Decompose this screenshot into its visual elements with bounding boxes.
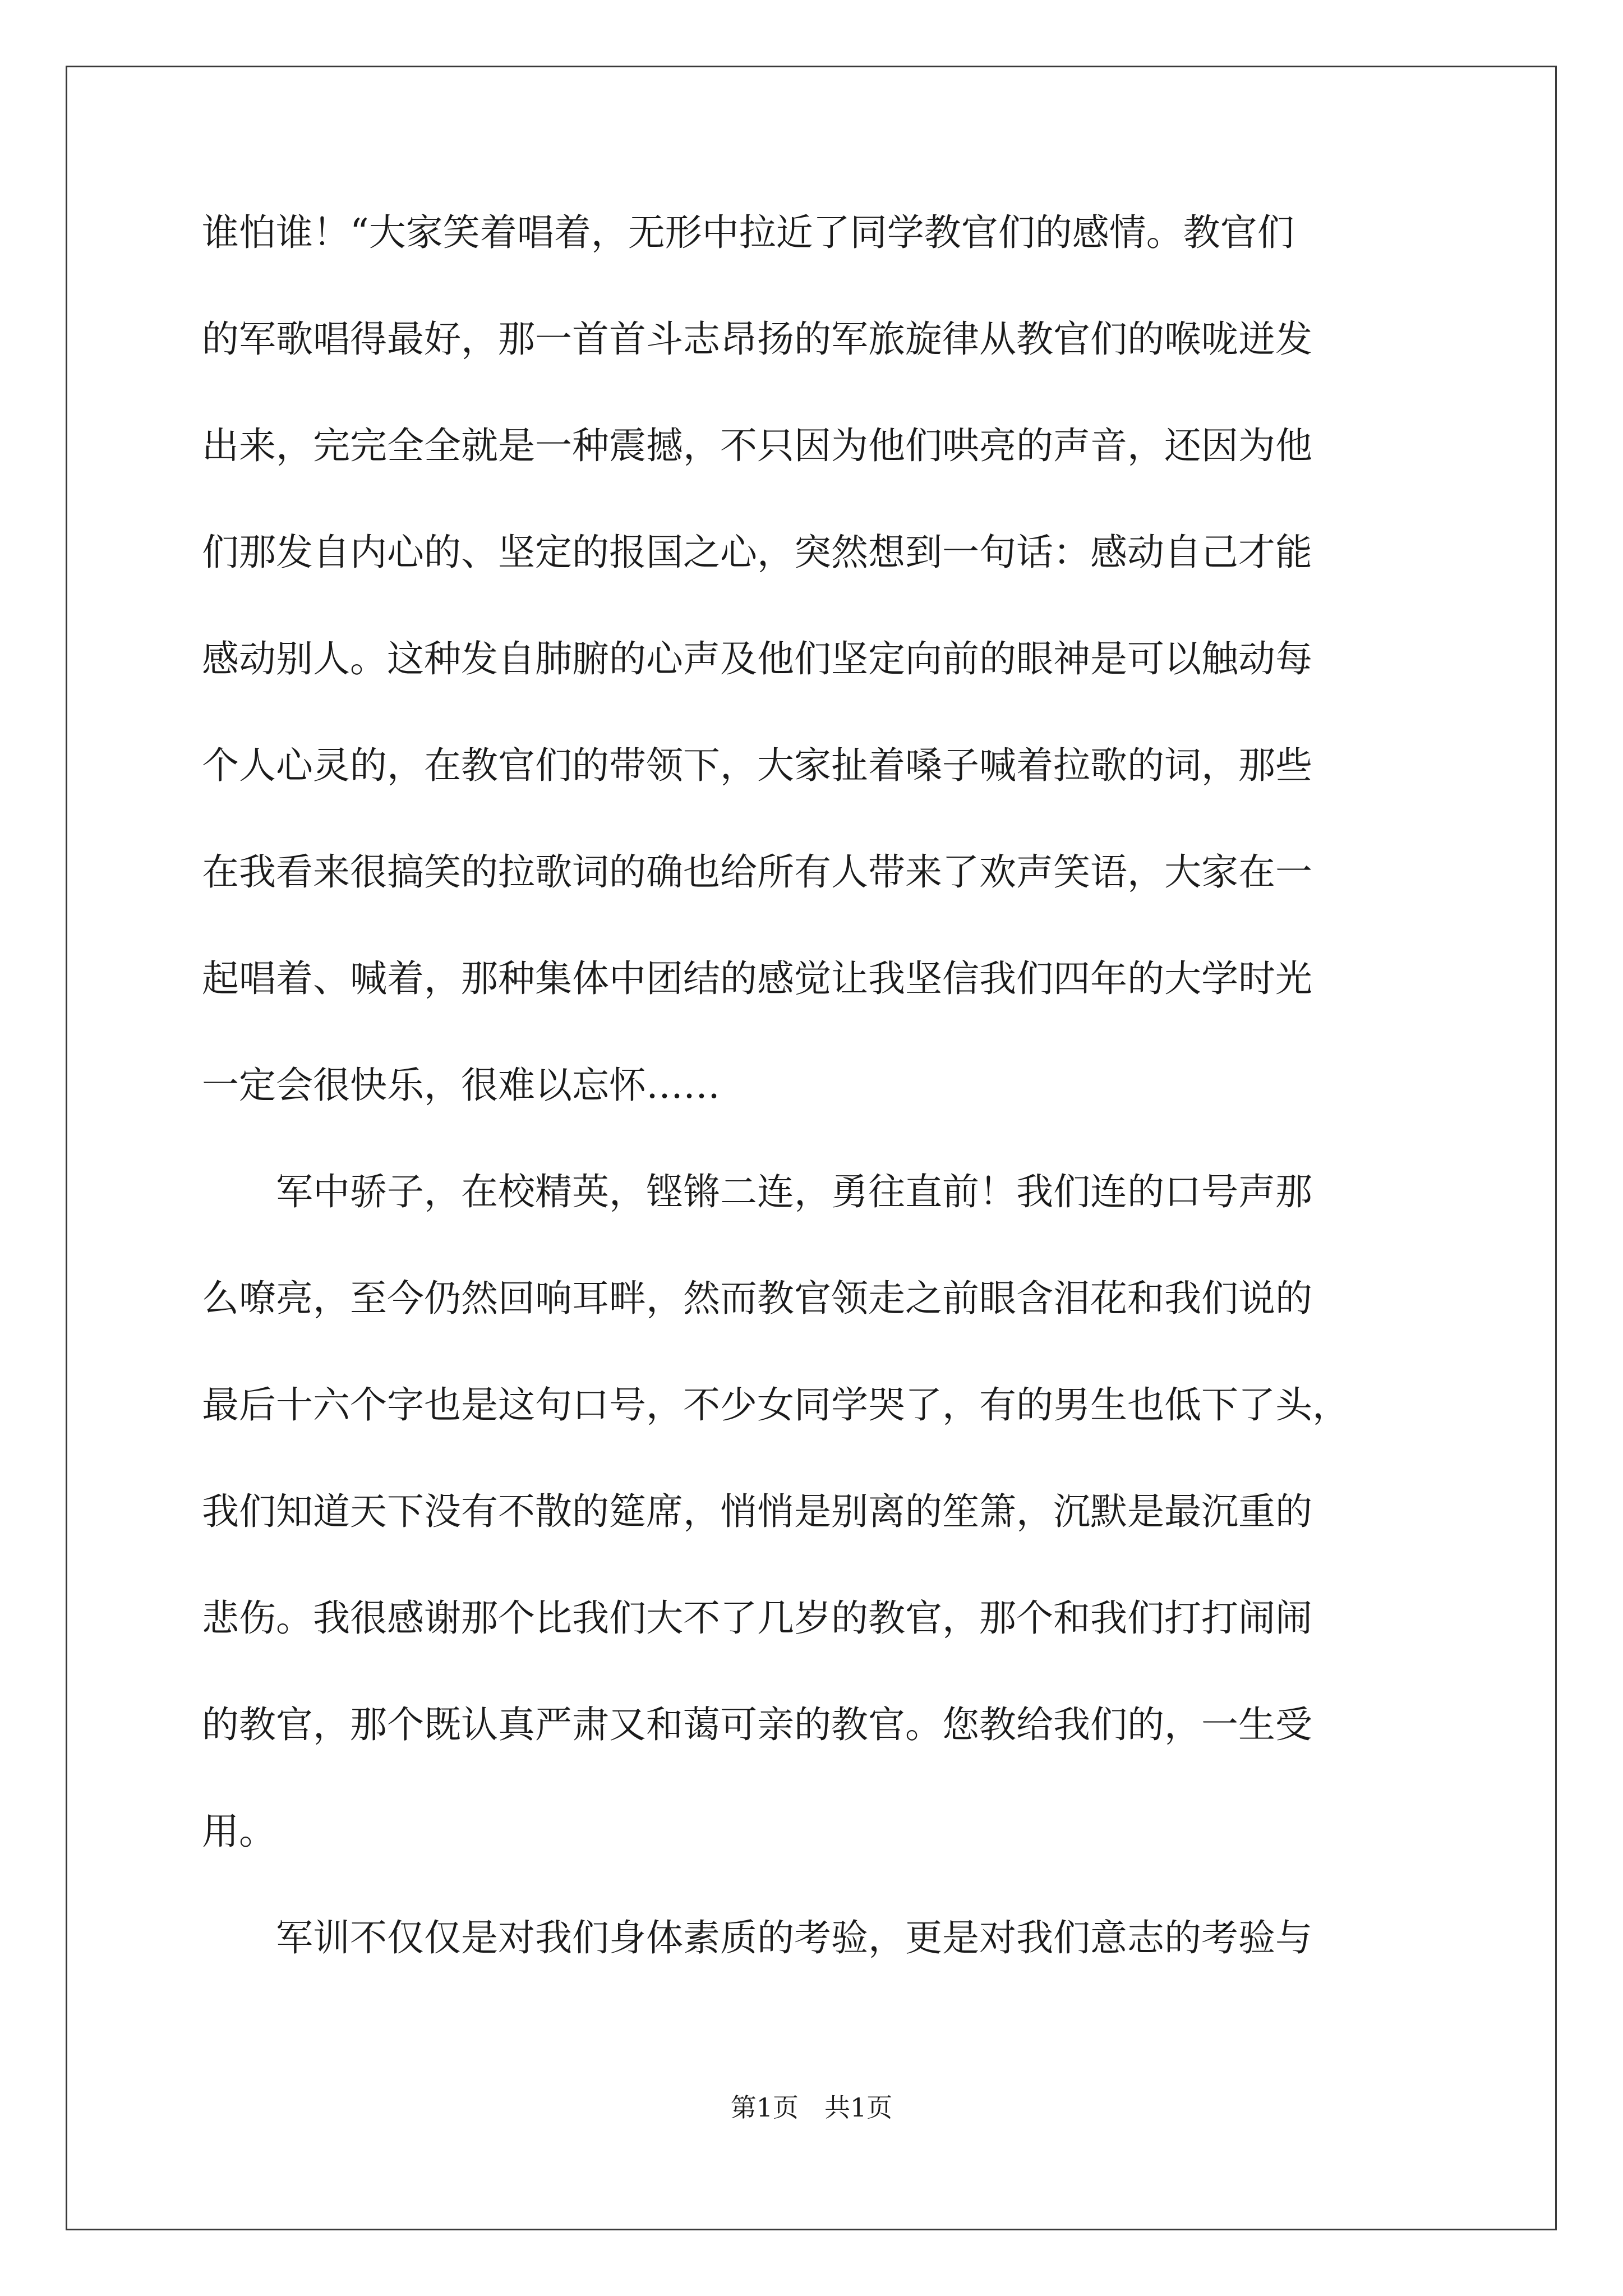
text-line: 个人心灵的，在教官们的带领下，大家扯着嗓子喊着拉歌的词，那些 <box>202 744 1312 787</box>
text-line: 出来，完完全全就是一种震撼，不只因为他们哄亮的声音，还因为他 <box>202 424 1312 467</box>
text-line: 的军歌唱得最好，那一首首斗志昂扬的军旅旋律从教官们的喉咙迸发 <box>202 318 1312 361</box>
text-line: 起唱着、喊着，那种集体中团结的感觉让我坚信我们四年的大学时光 <box>202 957 1312 1000</box>
text-line: 感动别人。这种发自肺腑的心声及他们坚定向前的眼神是可以触动每 <box>202 637 1312 680</box>
page-total: 共1页 <box>824 2092 893 2123</box>
text-line: 用。 <box>202 1810 276 1853</box>
text-line: 的教官，那个既认真严肃又和蔼可亲的教官。您教给我们的，一生受 <box>202 1703 1312 1746</box>
paragraph-first-line: 军训不仅仅是对我们身体素质的考验，更是对我们意志的考验与 <box>276 1916 1312 1959</box>
document-body <box>202 180 1458 1991</box>
text-line: 我们知道天下没有不散的筵席，悄悄是别离的笙箫，沉默是最沉重的 <box>202 1490 1312 1533</box>
text-line: 最后十六个字也是这句口号，不少女同学哭了，有的男生也低下了头， <box>202 1383 1349 1427</box>
text-line: 们那发自内心的、坚定的报国之心，突然想到一句话：感动自己才能 <box>202 531 1312 574</box>
text-line: 么嘹亮，至今仍然回响耳畔，然而教官领走之前眼含泪花和我们说的 <box>202 1277 1312 1320</box>
text-line: 一定会很快乐，很难以忘怀…… <box>202 1064 720 1107</box>
text-line: 在我看来很搞笑的拉歌词的确也给所有人带来了欢声笑语，大家在一 <box>202 850 1312 894</box>
text-line: 谁怕谁！“大家笑着唱着，无形中拉近了同学教官们的感情。教官们 <box>202 211 1294 254</box>
paragraph-first-line: 军中骄子，在校精英，铿锵二连，勇往直前！我们连的口号声那 <box>276 1170 1312 1213</box>
text-line: 悲伤。我很感谢那个比我们大不了几岁的教官，那个和我们打打闹闹 <box>202 1596 1312 1640</box>
page-number: 第1页 <box>730 2092 799 2123</box>
page-footer <box>0 2091 1623 2124</box>
